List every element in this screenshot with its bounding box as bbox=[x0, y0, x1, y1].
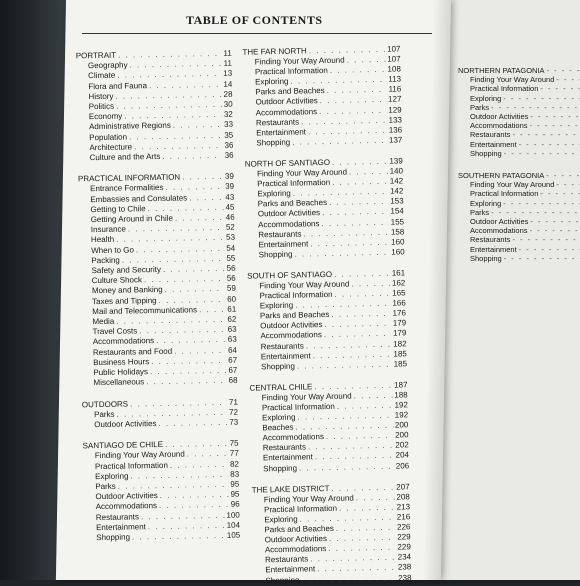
toc-entry-label: Finding Your Way Around bbox=[254, 55, 345, 67]
toc-entry-label: Getting Around in Chile bbox=[90, 213, 174, 225]
toc-column-3 bbox=[458, 66, 580, 263]
toc-page-number: 226 bbox=[396, 522, 411, 532]
toc-page-number: 35 bbox=[224, 130, 234, 140]
toc-page-number: 192 bbox=[394, 400, 408, 410]
toc-entry-label: Health bbox=[90, 235, 115, 245]
toc-page-number: 142 bbox=[389, 186, 404, 196]
toc-column-1 bbox=[76, 49, 241, 544]
toc-page-number: 200 bbox=[395, 430, 409, 440]
toc-page-number: 200 bbox=[394, 420, 409, 430]
toc-page-number: 142 bbox=[389, 176, 404, 186]
toc-entry[interactable] bbox=[458, 130, 580, 139]
toc-entry-label: Restaurants bbox=[258, 229, 302, 240]
toc-entry-label: Money and Banking bbox=[91, 285, 163, 296]
toc-page-number: 59 bbox=[226, 284, 236, 294]
leader-dots bbox=[530, 121, 580, 130]
leader-dots bbox=[294, 247, 389, 259]
toc-page-number: 137 bbox=[388, 135, 403, 145]
toc-page-number: 187 bbox=[394, 380, 408, 390]
toc-page-number: 153 bbox=[390, 196, 404, 206]
toc-entry-label: Exploring bbox=[259, 300, 294, 311]
toc-entry[interactable] bbox=[458, 149, 580, 158]
toc-entry-label: Exploring bbox=[255, 77, 289, 87]
toc-entry-label: Shopping bbox=[96, 532, 131, 543]
toc-entry-label: Parks bbox=[470, 207, 490, 217]
leader-dots bbox=[503, 199, 580, 208]
toc-entry-label: Practical Information bbox=[470, 189, 539, 199]
toc-page-number: 188 bbox=[394, 390, 408, 400]
toc-entry-label: Practical Information bbox=[263, 503, 338, 515]
leader-dots bbox=[491, 103, 580, 112]
toc-page-number: 33 bbox=[224, 120, 234, 130]
toc-page-number: 63 bbox=[227, 324, 237, 335]
toc-entry-label: Parks and Beaches bbox=[264, 523, 334, 535]
toc-page-number: 64 bbox=[227, 345, 238, 355]
leader-dots bbox=[158, 418, 227, 429]
toc-section-label: SANTIAGO DE CHILE bbox=[82, 440, 164, 451]
toc-entry[interactable] bbox=[458, 121, 580, 130]
toc-entry-label: Exploring bbox=[262, 412, 296, 423]
leader-dots bbox=[519, 245, 580, 254]
toc-page-number: 208 bbox=[396, 492, 410, 502]
toc-entry-label: Restaurants bbox=[260, 341, 304, 351]
toc-entry[interactable] bbox=[458, 217, 580, 226]
toc-entry-label: Shopping bbox=[263, 463, 298, 473]
toc-entry-label: Entertainment bbox=[265, 564, 316, 575]
toc-entry[interactable] bbox=[253, 573, 411, 586]
toc-page-number: 204 bbox=[395, 450, 410, 461]
toc-entry-label: History bbox=[88, 91, 114, 101]
toc-page-number: 161 bbox=[391, 268, 406, 278]
toc-entry-label: Miscellaneous bbox=[93, 377, 145, 388]
toc-entry-label: Shopping bbox=[260, 361, 295, 372]
toc-entry[interactable] bbox=[458, 180, 580, 189]
toc-page-number: 68 bbox=[228, 375, 238, 386]
toc-entry-label: Accommodations bbox=[95, 501, 158, 512]
leader-dots bbox=[132, 531, 225, 543]
toc-entry-label: Restaurants bbox=[470, 235, 511, 245]
toc-entry-label: Packing bbox=[91, 255, 120, 266]
toc-entry-label: Getting to Chile bbox=[90, 204, 146, 215]
toc-entry-label: Outdoor Activities bbox=[257, 208, 321, 219]
toc-entry-label: Restaurants and Food bbox=[92, 346, 173, 357]
leader-dots bbox=[512, 235, 580, 244]
toc-page-number: 162 bbox=[391, 278, 406, 288]
toc-entry[interactable] bbox=[458, 235, 580, 244]
toc-page-number: 11 bbox=[223, 58, 233, 69]
leader-dots bbox=[182, 172, 223, 183]
toc-page-number: 158 bbox=[390, 226, 405, 237]
toc-entry-label: Shopping bbox=[470, 148, 502, 158]
toc-entry-label: Practical Information bbox=[259, 289, 333, 301]
toc-entry-label: Shopping bbox=[265, 575, 300, 585]
toc-entry-label: Outdoor Activities bbox=[470, 217, 529, 227]
toc-entry-label: Beaches bbox=[262, 422, 294, 433]
toc-page-number: 127 bbox=[388, 94, 402, 105]
toc-page-number: 73 bbox=[229, 417, 239, 427]
toc-entry-label: Business Hours bbox=[93, 357, 150, 368]
toc-entry-label: Media bbox=[92, 316, 115, 327]
toc-entry-label: Practical Information bbox=[470, 84, 539, 94]
toc-entry-label: Outdoor Activities bbox=[255, 96, 318, 107]
toc-page-number: 95 bbox=[230, 489, 240, 499]
toc-page-number: 82 bbox=[229, 459, 240, 469]
toc-page-number: 67 bbox=[228, 355, 238, 365]
toc-entry-label: Finding Your Way Around bbox=[470, 180, 555, 190]
toc-page-number: 179 bbox=[392, 328, 407, 339]
toc-page-number: 229 bbox=[397, 542, 411, 552]
toc-entry-label: Accommodations bbox=[260, 330, 322, 341]
leader-dots bbox=[301, 573, 396, 585]
toc-entry-label: Population bbox=[89, 132, 128, 142]
toc-page-number: 229 bbox=[397, 532, 411, 542]
toc-entry-label: Accommodations bbox=[470, 121, 528, 131]
toc-page-number: 185 bbox=[393, 348, 407, 359]
toc-page-number: 192 bbox=[394, 410, 409, 420]
toc-page-number: 176 bbox=[392, 308, 407, 318]
toc-page-number: 43 bbox=[225, 192, 235, 202]
leader-dots bbox=[503, 94, 580, 103]
toc-page-number: 56 bbox=[226, 263, 236, 273]
toc-entry-label: Finding Your Way Around bbox=[470, 75, 555, 85]
toc-page-number: 55 bbox=[226, 253, 236, 263]
toc-entry-label: Administrative Regions bbox=[88, 121, 171, 132]
toc-entry[interactable] bbox=[458, 254, 580, 263]
title-rule bbox=[82, 33, 432, 34]
toc-entry[interactable] bbox=[458, 103, 580, 112]
toc-page-number: 107 bbox=[387, 54, 401, 64]
toc-entry[interactable] bbox=[458, 189, 580, 198]
toc-entry-label: Politics bbox=[88, 101, 115, 112]
toc-entry-label: Accommodations bbox=[92, 336, 155, 347]
toc-page-number: 14 bbox=[223, 79, 233, 89]
leader-dots bbox=[199, 305, 225, 316]
toc-page-number: 36 bbox=[224, 150, 234, 160]
toc-entry-label: Exploring bbox=[470, 198, 502, 208]
toc-section-label: THE FAR NORTH bbox=[242, 46, 307, 57]
leader-dots bbox=[540, 84, 580, 93]
leader-dots bbox=[189, 192, 223, 203]
toc-entry[interactable] bbox=[458, 112, 580, 121]
toc-entry[interactable] bbox=[458, 245, 580, 254]
toc-page-number: 238 bbox=[398, 572, 412, 583]
toc-entry-label: Practical Information bbox=[261, 401, 335, 413]
toc-entry-label: Entrance Formalities bbox=[90, 183, 164, 194]
toc-section-heading[interactable] bbox=[458, 66, 580, 75]
toc-page-number: 67 bbox=[228, 365, 238, 375]
toc-page-number: 104 bbox=[226, 520, 241, 530]
toc-entry-label: Restaurants bbox=[262, 442, 306, 453]
toc-entry-label: Entertainment bbox=[260, 350, 311, 362]
toc-page-number: 72 bbox=[229, 407, 239, 417]
toc-page-number: 133 bbox=[388, 115, 403, 125]
toc-page-number: 56 bbox=[226, 273, 236, 284]
toc-entry-label: Entertainment bbox=[470, 139, 517, 149]
toc-section-heading[interactable] bbox=[458, 171, 580, 180]
toc-entry-label: Climate bbox=[88, 71, 116, 81]
toc-entry-label: Exploring bbox=[264, 514, 298, 525]
toc-entry-label: Parks bbox=[470, 102, 490, 112]
toc-entry-label: Geography bbox=[87, 60, 128, 71]
toc-entry-label: Outdoor Activities bbox=[470, 112, 529, 122]
toc-page-number: 13 bbox=[223, 69, 233, 79]
toc-section-label: SOUTHERN PATAGONIA bbox=[458, 171, 545, 181]
toc-page-number: 28 bbox=[223, 89, 233, 99]
toc-entry-label: Taxes and Tipping bbox=[92, 295, 157, 306]
toc-entry-label: Embassies and Consulates bbox=[90, 193, 188, 204]
toc-page-number: 60 bbox=[227, 294, 237, 304]
toc-page-number: 32 bbox=[223, 109, 233, 120]
toc-entry-label: Practical Information bbox=[94, 460, 168, 471]
toc-entry-label: Exploring bbox=[257, 188, 291, 199]
toc-column-2 bbox=[242, 44, 411, 586]
leader-dots bbox=[504, 254, 580, 263]
toc-page-number: 160 bbox=[391, 247, 405, 257]
leader-dots bbox=[512, 130, 580, 139]
leader-dots bbox=[162, 151, 223, 162]
toc-entry-label: Shopping bbox=[470, 253, 502, 263]
toc-section-label: OUTDOORS bbox=[81, 399, 129, 409]
toc-page-number: 30 bbox=[223, 99, 233, 109]
toc-entry[interactable] bbox=[458, 94, 580, 103]
toc-page-number: 234 bbox=[397, 552, 412, 562]
toc-entry[interactable] bbox=[458, 140, 580, 149]
toc-page-number: 45 bbox=[225, 202, 235, 212]
toc-entry-label: Shopping bbox=[256, 137, 291, 148]
toc-entry-label: Outdoor Activities bbox=[260, 320, 323, 331]
page-title: TABLE OF CONTENTS bbox=[186, 13, 323, 27]
toc-page-number: 71 bbox=[228, 397, 238, 407]
toc-page-number: 113 bbox=[388, 74, 402, 84]
toc-page-number: 75 bbox=[229, 438, 239, 448]
toc-entry-label: Exploring bbox=[470, 93, 502, 103]
toc-page-number: 46 bbox=[225, 212, 235, 222]
toc-entry[interactable] bbox=[458, 226, 580, 235]
toc-entry-label: Parks and Beaches bbox=[255, 86, 325, 97]
toc-page-number: 77 bbox=[229, 448, 239, 459]
leader-dots bbox=[530, 226, 580, 235]
toc-page-number: 108 bbox=[387, 64, 401, 74]
toc-page-number: 61 bbox=[227, 304, 237, 314]
toc-entry-label: Accommodations bbox=[264, 544, 327, 555]
toc-entry-label: Safety and Security bbox=[91, 265, 161, 276]
toc-page-number: 39 bbox=[225, 182, 235, 192]
toc-entry-label: Accommodations bbox=[255, 106, 318, 118]
toc-section-label: SOUTH OF SANTIAGO bbox=[247, 269, 333, 281]
leader-dots bbox=[519, 140, 580, 149]
toc-section-label: NORTH OF SANTIAGO bbox=[244, 157, 331, 169]
toc-page-number: 206 bbox=[395, 460, 410, 471]
toc-entry-label: Entertainment bbox=[256, 127, 307, 138]
toc-section-label: PORTRAIT bbox=[75, 50, 117, 61]
toc-page-number: 155 bbox=[390, 216, 405, 227]
toc-page-number: 54 bbox=[226, 243, 236, 253]
toc-page-number: 52 bbox=[225, 222, 235, 233]
toc-section-label: PRACTICAL INFORMATION bbox=[77, 172, 181, 184]
toc-entry-label: Parks bbox=[93, 409, 115, 419]
leader-dots bbox=[556, 75, 580, 84]
toc-page-number: 39 bbox=[224, 171, 235, 182]
toc-page-number: 139 bbox=[389, 156, 403, 166]
toc-page-number: 160 bbox=[391, 237, 405, 247]
toc-entry-label: Finding Your Way Around bbox=[263, 493, 354, 505]
toc-entry-label: Flora and Fauna bbox=[88, 80, 148, 91]
toc-section-label: CENTRAL CHILE bbox=[249, 382, 313, 393]
toc-page-number: 140 bbox=[389, 166, 404, 176]
toc-page-number: 238 bbox=[397, 562, 412, 572]
leader-dots bbox=[504, 149, 580, 158]
toc-page-number: 36 bbox=[224, 140, 234, 150]
toc-entry[interactable] bbox=[458, 75, 580, 84]
leader-dots bbox=[530, 112, 580, 121]
toc-section-label: NORTHERN PATAGONIA bbox=[458, 66, 545, 75]
toc-page-number: 165 bbox=[392, 288, 406, 298]
toc-entry[interactable] bbox=[458, 199, 580, 208]
toc-page-number: 53 bbox=[226, 233, 236, 243]
toc-entry-label: Outdoor Activities bbox=[94, 418, 157, 430]
toc-entry-label: Practical Information bbox=[257, 178, 331, 189]
toc-page-number: 202 bbox=[395, 440, 409, 450]
toc-entry-label: Entertainment bbox=[95, 521, 146, 532]
toc-entry-label: Finding Your Way Around bbox=[94, 449, 185, 461]
toc-entry-label: Accommodations bbox=[470, 226, 528, 236]
toc-section-label: THE LAKE DISTRICT bbox=[251, 483, 330, 495]
toc-entry-label: Outdoor Activities bbox=[264, 534, 328, 545]
toc-page-number: 105 bbox=[226, 530, 241, 540]
leader-dots bbox=[547, 66, 580, 75]
leader-dots bbox=[299, 461, 394, 473]
toc-page-number: 179 bbox=[392, 318, 407, 328]
toc-page-number: 11 bbox=[223, 48, 232, 58]
toc-entry-label: Parks and Beaches bbox=[257, 198, 328, 209]
toc-entry-label: Entertainment bbox=[258, 239, 309, 250]
toc-entry-label: Public Holidays bbox=[93, 367, 149, 378]
toc-entry-label: Insurance bbox=[90, 224, 127, 235]
toc-entry-label: Culture Shock bbox=[91, 275, 143, 286]
toc-page-number: 129 bbox=[388, 104, 402, 115]
toc-page-number: 207 bbox=[396, 481, 410, 492]
leader-dots bbox=[540, 189, 580, 198]
leader-dots bbox=[292, 136, 387, 148]
toc-page-number: 182 bbox=[393, 338, 407, 349]
toc-entry-label: Exploring bbox=[95, 471, 129, 481]
toc-entry-label: Accommodations bbox=[262, 432, 324, 443]
leader-dots bbox=[297, 359, 392, 371]
toc-entry[interactable] bbox=[458, 84, 580, 93]
toc-entry-label: Outdoor Activities bbox=[95, 491, 158, 502]
toc-page-number: 213 bbox=[396, 502, 411, 512]
toc-entry-label: Finding Your Way Around bbox=[261, 391, 352, 403]
toc-entry-label: Entertainment bbox=[470, 244, 517, 254]
leader-dots bbox=[546, 171, 580, 180]
toc-entry-label: When to Go bbox=[91, 245, 134, 255]
leader-dots bbox=[530, 217, 580, 226]
toc-entry-label: Restaurants bbox=[255, 117, 300, 128]
toc-entry[interactable] bbox=[458, 208, 580, 217]
toc-entry-label: Culture and the Arts bbox=[89, 151, 161, 163]
toc-page-number: 136 bbox=[388, 125, 403, 135]
toc-page-number: 107 bbox=[386, 44, 401, 54]
toc-page-number: 154 bbox=[390, 206, 404, 217]
toc-entry-label: Architecture bbox=[89, 142, 133, 153]
toc-page-number: 216 bbox=[396, 512, 411, 522]
toc-entry-label: Practical Information bbox=[254, 66, 328, 77]
toc-entry-label: Parks bbox=[95, 481, 116, 492]
toc-entry-label: Finding Your Way Around bbox=[256, 167, 348, 179]
toc-page-number: 96 bbox=[230, 499, 240, 510]
toc-page-number: 116 bbox=[388, 84, 402, 95]
toc-page-number: 185 bbox=[393, 359, 408, 369]
leader-dots bbox=[556, 180, 580, 189]
toc-entry-label: Economy bbox=[88, 111, 123, 122]
leader-dots bbox=[491, 208, 580, 217]
leader-dots bbox=[146, 376, 227, 388]
toc-page-number: 100 bbox=[226, 510, 240, 520]
toc-entry-label: Restaurants bbox=[95, 511, 140, 522]
leader-dots bbox=[187, 449, 228, 460]
toc-page-number: 95 bbox=[230, 479, 240, 489]
toc-page-number: 83 bbox=[230, 469, 240, 479]
toc-entry-label: Travel Costs bbox=[92, 326, 138, 337]
toc-page-number: 166 bbox=[392, 298, 406, 308]
toc-entry-label: Restaurants bbox=[470, 130, 511, 140]
section-gap bbox=[458, 158, 580, 171]
toc-entry-label: Finding Your Way Around bbox=[259, 279, 350, 291]
toc-entry-label: Parks and Beaches bbox=[259, 310, 330, 321]
toc-entry-label: Shopping bbox=[258, 249, 293, 260]
toc-entry-label: Mail and Telecommunications bbox=[92, 305, 198, 317]
toc-page-number: 62 bbox=[227, 314, 237, 324]
toc-page-number: 63 bbox=[227, 335, 237, 345]
toc-entry-label: Restaurants bbox=[265, 554, 309, 565]
toc-entry-label: Accommodations bbox=[257, 218, 320, 229]
toc-entry-label: Entertainment bbox=[262, 452, 313, 463]
